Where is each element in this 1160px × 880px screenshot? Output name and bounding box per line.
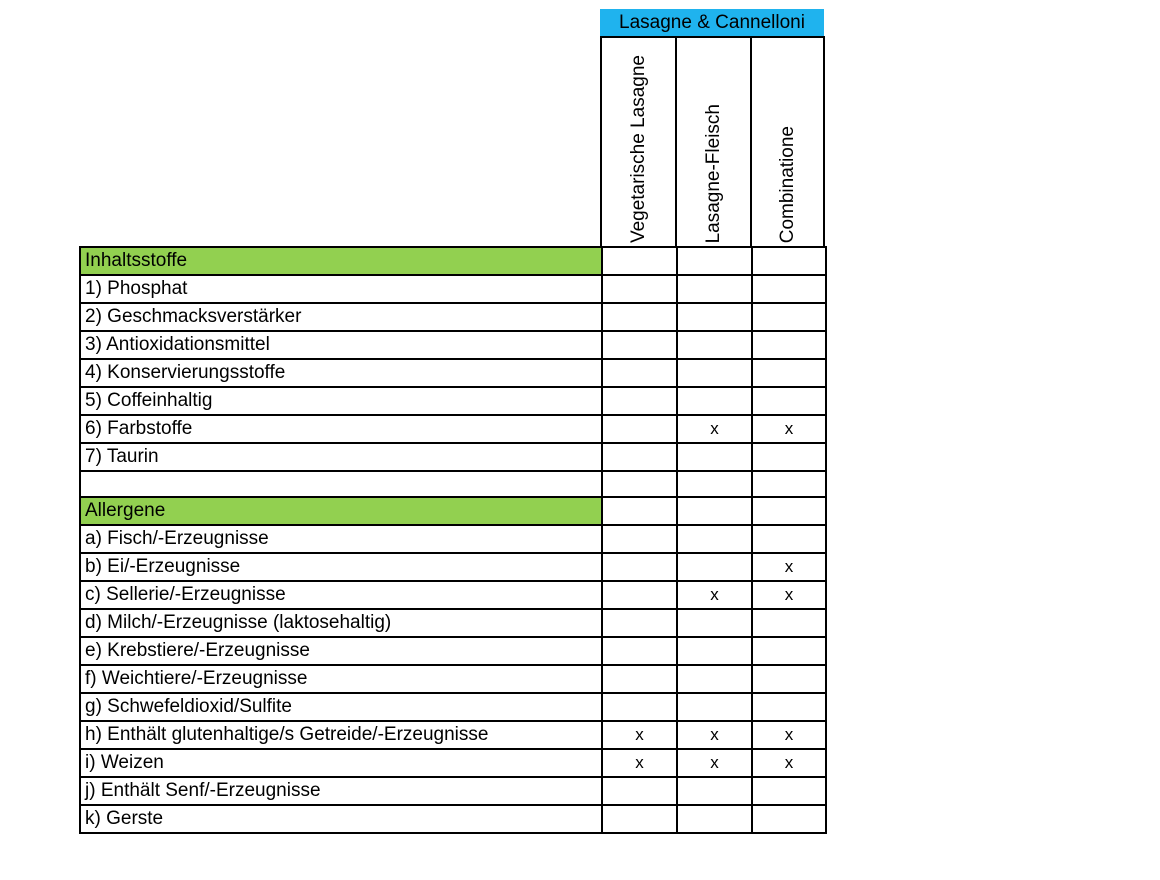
mark-cell <box>677 247 752 275</box>
mark-cell <box>602 609 677 637</box>
row-label: e) Krebstiere/-Erzeugnisse <box>80 637 602 665</box>
row-label: b) Ei/-Erzeugnisse <box>80 553 602 581</box>
mark-cell: x <box>677 415 752 443</box>
mark-cell <box>602 553 677 581</box>
row-label: a) Fisch/-Erzeugnisse <box>80 525 602 553</box>
table-row <box>80 665 826 693</box>
mark-cell <box>677 609 752 637</box>
table-row <box>80 749 826 777</box>
table-row <box>80 525 826 553</box>
mark-cell <box>677 471 752 497</box>
mark-cell: x <box>677 749 752 777</box>
mark-cell <box>752 609 826 637</box>
column-header-label: Combinatione <box>776 125 798 243</box>
mark-cell <box>602 471 677 497</box>
table-row <box>80 609 826 637</box>
mark-cell <box>752 275 826 303</box>
mark-cell <box>677 693 752 721</box>
mark-cell <box>602 665 677 693</box>
mark-cell <box>677 303 752 331</box>
table-row <box>80 303 826 331</box>
table-row <box>80 805 826 833</box>
mark-cell <box>602 581 677 609</box>
row-label: 3) Antioxidationsmittel <box>80 331 602 359</box>
mark-cell <box>602 331 677 359</box>
mark-cell <box>677 331 752 359</box>
mark-cell <box>602 805 677 833</box>
row-label: j) Enthält Senf/-Erzeugnisse <box>80 777 602 805</box>
table-row <box>80 581 826 609</box>
table-row <box>80 331 826 359</box>
mark-cell <box>752 359 826 387</box>
group-header: Lasagne & Cannelloni <box>600 9 824 36</box>
mark-cell <box>752 247 826 275</box>
row-label: f) Weichtiere/-Erzeugnisse <box>80 665 602 693</box>
mark-cell: x <box>752 581 826 609</box>
mark-cell <box>752 805 826 833</box>
column-header-label: Lasagne-Fleisch <box>703 103 724 243</box>
mark-cell <box>752 443 826 471</box>
row-label: c) Sellerie/-Erzeugnisse <box>80 581 602 609</box>
column-header-combinatione <box>750 36 825 247</box>
mark-cell: x <box>752 553 826 581</box>
table-row <box>80 387 826 415</box>
section-header-row <box>80 247 826 275</box>
column-header-label: Vegetarische Lasagne <box>628 54 649 243</box>
mark-cell <box>677 275 752 303</box>
mark-cell <box>602 387 677 415</box>
table-row <box>80 471 826 497</box>
mark-cell <box>752 637 826 665</box>
row-label: k) Gerste <box>80 805 602 833</box>
row-label: 5) Coffeinhaltig <box>80 387 602 415</box>
mark-cell <box>602 443 677 471</box>
mark-cell <box>677 387 752 415</box>
table-row <box>80 637 826 665</box>
mark-cell <box>677 637 752 665</box>
row-label: 7) Taurin <box>80 443 602 471</box>
row-label: i) Weizen <box>80 749 602 777</box>
mark-cell <box>752 497 826 525</box>
mark-cell: x <box>677 721 752 749</box>
mark-cell <box>602 693 677 721</box>
allergen-table <box>79 246 827 834</box>
section-label: Inhaltsstoffe <box>80 247 602 275</box>
mark-cell <box>677 497 752 525</box>
mark-cell: x <box>752 415 826 443</box>
table-row <box>80 777 826 805</box>
mark-cell <box>602 359 677 387</box>
row-label: d) Milch/-Erzeugnisse (laktosehaltig) <box>80 609 602 637</box>
mark-cell <box>677 553 752 581</box>
mark-cell <box>752 471 826 497</box>
mark-cell <box>602 247 677 275</box>
mark-cell <box>677 805 752 833</box>
mark-cell <box>752 387 826 415</box>
row-label: 6) Farbstoffe <box>80 415 602 443</box>
mark-cell <box>602 303 677 331</box>
mark-cell <box>752 525 826 553</box>
table-row <box>80 415 826 443</box>
mark-cell <box>752 303 826 331</box>
mark-cell: x <box>602 749 677 777</box>
section-label: Allergene <box>80 497 602 525</box>
row-label: 4) Konservierungsstoffe <box>80 359 602 387</box>
mark-cell <box>752 331 826 359</box>
row-label: h) Enthält glutenhaltige/s Getreide/-Erzeugnisse <box>80 721 602 749</box>
row-label: 1) Phosphat <box>80 275 602 303</box>
row-label <box>80 471 602 497</box>
section-header-row <box>80 497 826 525</box>
table-row <box>80 721 826 749</box>
row-label: g) Schwefeldioxid/Sulfite <box>80 693 602 721</box>
column-header-lasagne-fleisch <box>675 36 751 247</box>
mark-cell: x <box>752 721 826 749</box>
mark-cell <box>677 443 752 471</box>
table-row <box>80 553 826 581</box>
mark-cell <box>677 777 752 805</box>
mark-cell <box>602 275 677 303</box>
mark-cell <box>677 665 752 693</box>
mark-cell <box>602 637 677 665</box>
mark-cell <box>602 525 677 553</box>
mark-cell <box>677 359 752 387</box>
table-row <box>80 443 826 471</box>
table-row <box>80 693 826 721</box>
mark-cell: x <box>752 749 826 777</box>
mark-cell: x <box>602 721 677 749</box>
mark-cell <box>602 415 677 443</box>
row-label: 2) Geschmacksverstärker <box>80 303 602 331</box>
mark-cell <box>602 777 677 805</box>
mark-cell: x <box>677 581 752 609</box>
mark-cell <box>752 777 826 805</box>
mark-cell <box>602 497 677 525</box>
mark-cell <box>752 665 826 693</box>
mark-cell <box>752 693 826 721</box>
mark-cell <box>677 525 752 553</box>
column-header-vegetarische-lasagne <box>600 36 676 247</box>
table-row <box>80 359 826 387</box>
table-row <box>80 275 826 303</box>
